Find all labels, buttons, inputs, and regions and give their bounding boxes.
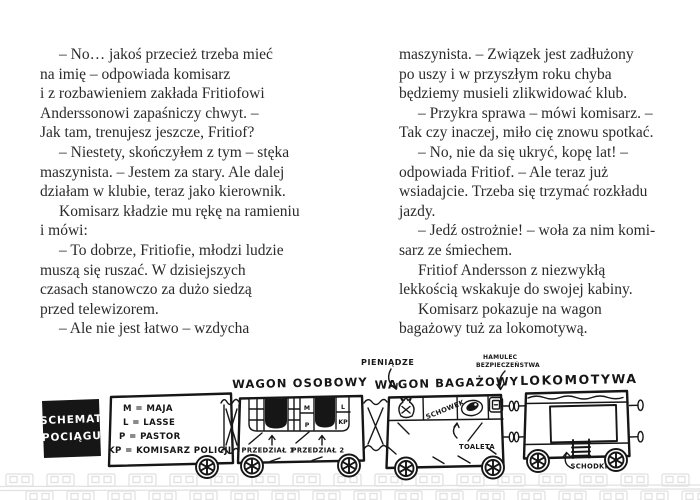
wheel-icon xyxy=(241,455,263,477)
dark-window xyxy=(265,399,287,429)
text-line: odpowiada Fritiof. – Ale teraz już xyxy=(399,163,609,181)
text-line: czasach stanowczo za dużo siedzą xyxy=(40,281,252,299)
text-line: wsiadajcie. Trzeba się trzymać rozkładu xyxy=(399,183,648,201)
text-line: jazdy. xyxy=(399,202,436,220)
text-line: na imię – odpowiada komisarz xyxy=(40,65,231,83)
track-watermark xyxy=(0,474,700,500)
text-line: i z rozbawieniem zakłada Fritiofowi xyxy=(40,85,265,103)
text-line: – Niestety, skończyłem z tym – stęka xyxy=(59,143,290,161)
text-line: Anderssonowi zapaśniczy chwyt. – xyxy=(40,104,259,122)
brake-label-line-1: HAMULEC xyxy=(483,354,518,361)
arrow-up-icon xyxy=(269,436,275,446)
badge-box xyxy=(39,399,103,458)
badge-line-1: SCHEMAT xyxy=(39,412,103,428)
text-line: maszynista. – Jestem za stary. Ale dalej xyxy=(40,163,285,181)
diagram-badge xyxy=(39,399,103,458)
legend-item-l: L = LASSE xyxy=(123,418,176,428)
compartment2-label: PRZEDZIAŁ 2 xyxy=(291,446,345,455)
steps-label: SCHODKI xyxy=(570,462,608,471)
compartment1-label: PRZEDZIAŁ 1 xyxy=(241,446,295,455)
text-line: przed telewizorem. xyxy=(40,300,159,318)
text-line: Tak czy inaczej, miło cię znowu spotkać. xyxy=(399,124,654,142)
text-line: Jak tam, trenujesz jeszcze, Fritiof? xyxy=(40,124,255,142)
coupling-passenger-baggage xyxy=(364,400,387,451)
locomotive-title: LOKOMOTYWA xyxy=(520,370,638,389)
text-line: – No… jakoś przecież trzeba mieć xyxy=(59,46,273,63)
wheel-icon xyxy=(482,457,504,479)
train-diagram xyxy=(0,350,700,500)
text-line: sarz ze śmiechem. xyxy=(399,241,513,259)
legend-wagon xyxy=(108,394,233,467)
curved-arrow-icon xyxy=(454,423,460,438)
text-line: Fritiof Andersson z niezwykłą xyxy=(418,261,606,279)
badge-line-2: POCIĄGU xyxy=(41,429,102,445)
text-line: maszynista. – Związek jest zadłużony xyxy=(399,46,634,63)
passenger-wagon xyxy=(238,396,364,463)
arrow-up-icon xyxy=(319,436,325,446)
seat-label-l: L xyxy=(341,404,345,411)
text-line: – Ale nie jest łatwo – wzdycha xyxy=(59,320,250,338)
text-line: – To dobrze, Fritiofie, młodzi ludzie xyxy=(59,241,284,259)
legend-item-m: M = MAJA xyxy=(123,404,173,414)
text-column-right xyxy=(399,45,689,339)
text-column-left xyxy=(40,45,358,339)
seat-label-kp: KP xyxy=(338,419,348,426)
text-line: bagażowy tuż za lokomotywą. xyxy=(399,320,588,338)
wheel-icon xyxy=(196,456,218,478)
wheel-icon xyxy=(605,449,627,471)
text-line: Komisarz kładzie mu rękę na ramieniu xyxy=(59,202,300,220)
text-line: lekkością wskakuje do swojej kabiny. xyxy=(399,281,633,299)
text-line: działam w klubie, teraz jako kierownik. xyxy=(40,183,286,201)
seat-label-p: P xyxy=(304,422,310,429)
money-label: PIENIĄDZE xyxy=(361,358,415,367)
baggage-wagon-title: WAGON BAGAŻOWY xyxy=(374,374,520,392)
seat-label-m: M xyxy=(303,405,311,412)
text-line: i mówi: xyxy=(40,222,88,240)
dark-window xyxy=(315,398,335,428)
wheel-icon xyxy=(338,455,360,477)
money-bag-icon xyxy=(399,398,414,418)
brake-label-line-2: BEZPIECZEŃSTWA xyxy=(476,362,540,369)
text-line: Komisarz pokazuje na wagon xyxy=(418,300,602,318)
text-line: będziemy musieli zlikwidować klub. xyxy=(399,85,628,103)
legend-item-p: P = PASTOR xyxy=(119,432,181,442)
steps-icon xyxy=(572,440,590,459)
wheel-icon xyxy=(395,458,417,480)
storage-label: SCHOWEK xyxy=(424,398,466,422)
text-line: – Jedź ostrożnie! – woła za nim komi- xyxy=(418,222,656,240)
passenger-wagon-title: WAGON OSOBOWY xyxy=(232,374,368,392)
wheel-icon xyxy=(527,450,549,472)
text-line: muszą się ruszać. W dzisiejszych xyxy=(40,261,246,279)
legend-item-kp: KP = KOMISARZ POLICJI xyxy=(108,446,232,456)
toilet-label: TOALETA xyxy=(459,443,495,451)
text-line: – Przykra sprawa – mówi komisarz. – xyxy=(418,104,653,122)
text-line: po uszy i w przyszłym roku chyba xyxy=(399,65,612,83)
text-line: – No, nie da się ukryć, kopę lat! – xyxy=(418,143,629,161)
